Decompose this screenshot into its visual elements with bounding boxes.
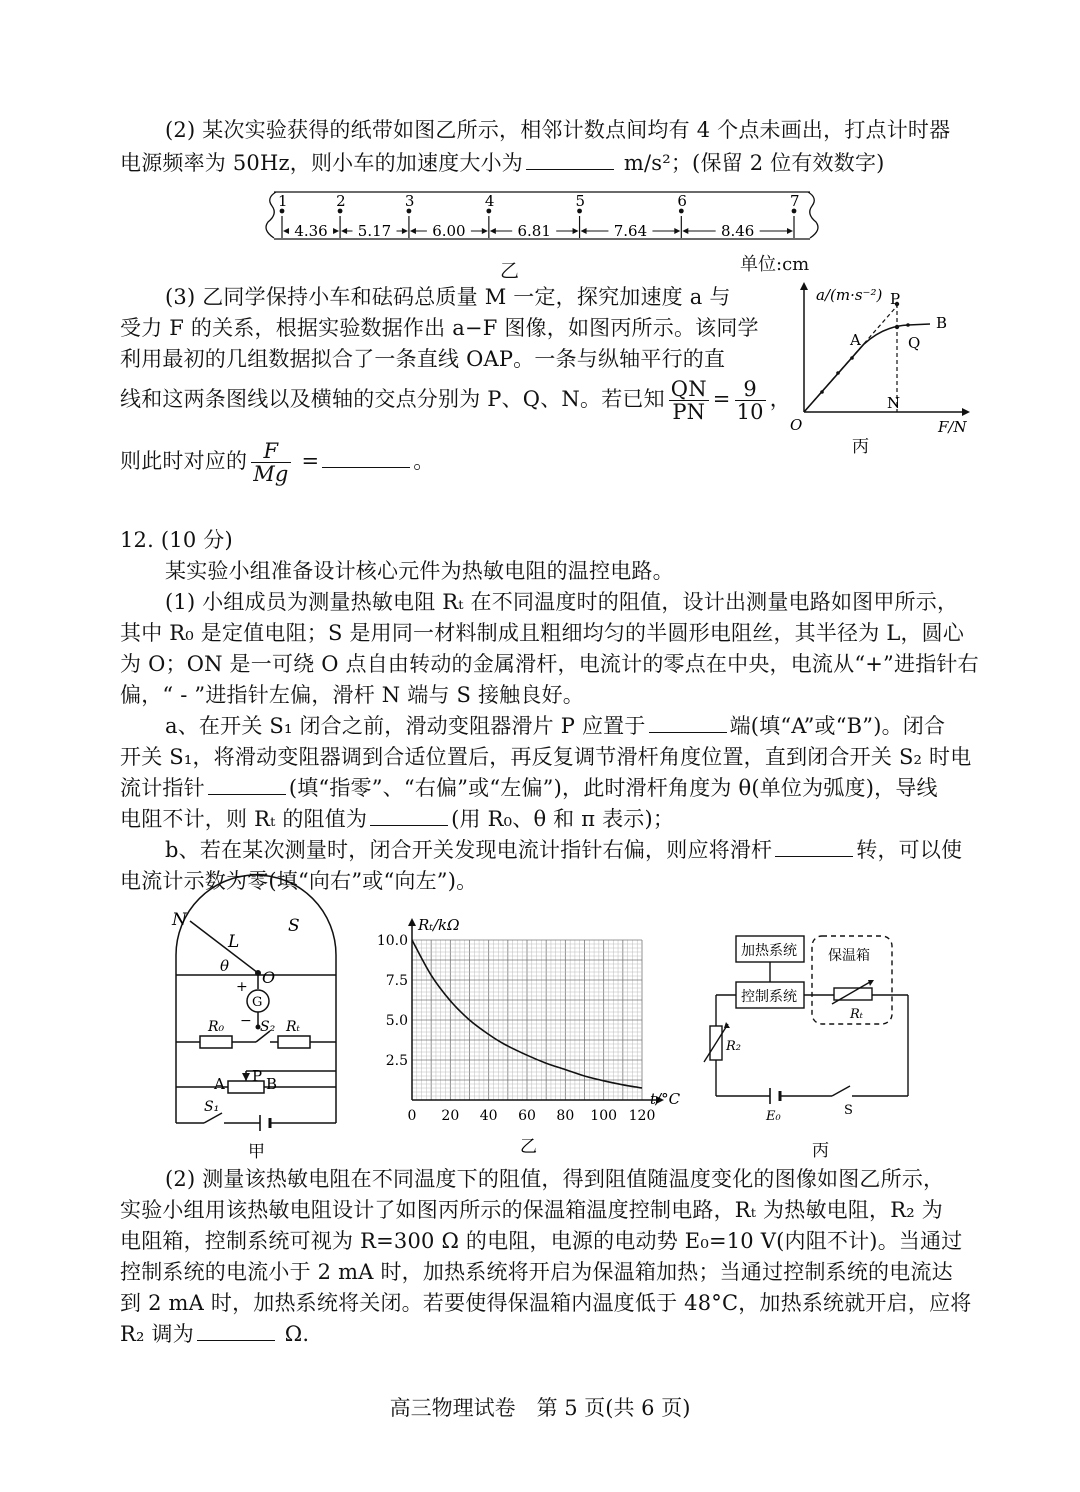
chart-y-tick-label: 10.0 [376, 933, 408, 949]
q12-part1-line3: 为 O；ON 是一可绕 O 点自由转动的金属滑杆，电流计的零点在中央，电流从“+”进指针右 [120, 652, 979, 676]
q11-part3-line2: 受力 F 的关系，根据实验数据作出 a−F 图像，如图丙所示。该同学 [120, 316, 759, 340]
tape-arrow [333, 228, 339, 234]
tape-arrow [283, 228, 289, 234]
label-a: A [850, 331, 861, 349]
tape-arrow [787, 228, 793, 234]
bing-control-label: 控制系统 [741, 989, 797, 1005]
fraction-f-over-mg [251, 440, 290, 485]
q12-part2-line3: 电阻箱，控制系统可视为 R=300 Ω 的电阻，电源的电动势 E₀=10 V(内阻不计)。当通过 [120, 1229, 963, 1253]
tape-distance-label: 6.00 [432, 222, 466, 240]
jia-label-l: L [228, 932, 240, 952]
bing-insulation-label: 保温箱 [828, 948, 870, 964]
tape-point-label: 3 [404, 192, 415, 210]
bing-e0-label: E₀ [766, 1109, 781, 1124]
q12-header: 12. (10 分) [120, 528, 233, 552]
q12-a-line2: 开关 S₁，将滑动变阻器调到合适位置后，再反复调节滑杆角度位置，直到闭合开关 S₂ 时电 [120, 745, 972, 769]
chart-x-tick-label: 80 [556, 1108, 575, 1124]
q11-part3-period: 。 [413, 449, 435, 473]
tape-distance-label: 6.81 [517, 222, 551, 240]
answer-blank-rt-value[interactable] [370, 805, 448, 826]
a-f-ylabel: a/(m·s⁻²) [816, 286, 883, 304]
q12-a-line3 [120, 773, 938, 803]
q11-part2-line1: (2) 某次实验获得的纸带如图乙所示，相邻计数点间均有 4 个点未画出，打点计时器 [165, 118, 951, 142]
q12-part2-text-b: Ω. [284, 1322, 310, 1346]
jia-label-p: P [252, 1067, 263, 1085]
q12-b-text-b: 转，可以使 [856, 838, 963, 862]
chart-y-arrow [408, 918, 416, 926]
chart-y-tick-label: 7.5 [385, 973, 408, 989]
fraction-mg: Mg [253, 462, 289, 486]
q12-a-text-d: (填“指零”、“右偏”或“左偏”)，此时滑杆角度为 θ(单位为弧度)，导线 [288, 776, 938, 800]
tape-arrow [482, 228, 488, 234]
q12-part2-line5: 到 2 mA 时，加热系统将关闭。若要使得保温箱内温度低于 48°C，加热系统就开启，应将 [120, 1291, 972, 1315]
q12-part1-line4: 偏，“ - ”进指针左偏，滑杆 N 端与 S 接触良好。 [120, 683, 584, 707]
fraction-9: 9 [735, 378, 766, 401]
q12-part2-line2: 实验小组用该热敏电阻设计了如图丙所示的保温箱温度控制电路，Rₜ 为热敏电阻，R₂ 为 [120, 1198, 943, 1222]
page-footer: 高三物理试卷 第 5 页(共 6 页) [389, 1396, 691, 1420]
jia-label-minus: − [240, 1013, 252, 1029]
a-f-xlabel: F/N [938, 418, 967, 436]
jia-label-o: O [262, 968, 276, 987]
chart-x-tick-label: 20 [441, 1108, 460, 1124]
q11-part3-text-a: 线和这两条图线以及横轴的交点分别为 P、Q、N。若已知 [120, 387, 665, 411]
q12-part2-text-a: R₂ 调为 [120, 1322, 194, 1346]
tape-distance-label: 5.17 [357, 222, 392, 240]
chart-x-tick-label: 100 [590, 1108, 618, 1124]
a-f-caption: 丙 [852, 437, 869, 457]
bing-s-label: S [844, 1103, 853, 1118]
chart-x-tick-label: 40 [479, 1108, 498, 1124]
chart-caption: 乙 [520, 1137, 537, 1157]
answer-blank-f-over-mg[interactable] [322, 447, 410, 468]
jia-label-g: G [252, 995, 263, 1010]
q12-intro: 某实验小组准备设计核心元件为热敏电阻的温控电路。 [165, 559, 674, 583]
tape-arrow [682, 228, 688, 234]
q12-a-text-a: a、在开关 S₁ 闭合之前，滑动变阻器滑片 P 应置于 [165, 714, 646, 738]
q12-a-line4 [120, 804, 674, 834]
q11-part3-line5: 则此时对应的 $\frac{F}{Mg}$ = 。 [120, 439, 435, 486]
chart-grid [412, 940, 642, 1100]
q12-a-text-c: 流计指针 [120, 776, 205, 800]
jia-label-n: N [172, 910, 187, 930]
chart-x-tick-label: 120 [628, 1108, 656, 1124]
q12-part1-line2: 其中 R₀ 是定值电阻；S 是用同一材料制成且粗细均匀的半圆形电阻丝，其半径为 L，圆心 [120, 621, 965, 645]
chart-x-tick-label: 0 [407, 1108, 417, 1124]
q11-part2-text-a: 电源频率为 50Hz，则小车的加速度大小为 [120, 151, 523, 175]
fraction-qn: QN [670, 377, 707, 401]
jia-label-rt: Rₜ [286, 1019, 300, 1035]
tape-distance-label: 8.46 [720, 222, 755, 240]
jia-label-s2: S₂ [260, 1019, 276, 1035]
chart-x-tick-label: 60 [518, 1108, 536, 1124]
answer-blank-pointer[interactable] [208, 774, 286, 795]
tape-arrow [674, 228, 680, 234]
tape-unit: 单位:cm [740, 254, 810, 275]
fraction-pn: PN [672, 400, 706, 424]
jia-label-b: B [266, 1075, 278, 1093]
tape-point-label: 5 [575, 192, 586, 210]
circuit-bing-figure [700, 930, 920, 1160]
bing-caption: 丙 [812, 1141, 829, 1161]
answer-blank-acceleration[interactable] [526, 149, 614, 170]
chart-y-tick-label: 2.5 [385, 1053, 408, 1069]
answer-blank-r2[interactable] [197, 1320, 275, 1341]
tape-arrow [410, 228, 416, 234]
answer-blank-slider-end[interactable] [649, 712, 727, 733]
jia-label-theta: θ [220, 957, 230, 975]
q12-part2-line1: (2) 测量该热敏电阻在不同温度下的阻值，得到阻值随温度变化的图像如图乙所示， [165, 1167, 945, 1191]
tape-caption: 乙 [500, 260, 520, 282]
tape-point-label: 1 [278, 192, 288, 210]
tape-point-label: 2 [336, 192, 346, 210]
jia-label-r0: R₀ [208, 1019, 225, 1035]
q12-a-line1 [165, 711, 945, 741]
q11-part3-text-c: 则此时对应的 [120, 449, 248, 473]
q12-b-line2: 电流计示数为零(填“向右”或“向左”)。 [120, 869, 478, 893]
tape-arrow [573, 228, 579, 234]
fraction-9-over-10 [735, 378, 766, 423]
a-f-graph [782, 280, 982, 460]
tape-point-label: 6 [677, 192, 687, 210]
q12-part1-line1: (1) 小组成员为测量热敏电阻 Rₜ 在不同温度时的阻值，设计出测量电路如图甲所示， [165, 590, 959, 614]
q11-part3-line1: (3) 乙同学保持小车和砝码总质量 M 一定，探究加速度 a 与 [165, 285, 731, 309]
answer-blank-direction[interactable] [775, 836, 853, 857]
tape-distance-label: 7.64 [613, 222, 648, 240]
jia-label-s: S [288, 916, 300, 936]
bing-rt-label: Rₜ [850, 1007, 863, 1022]
jia-label-s1: S₁ [204, 1099, 220, 1115]
q11-part2-line2 [120, 148, 885, 178]
q12-part2-line6 [120, 1319, 309, 1349]
fraction-10: 10 [736, 400, 764, 424]
tape-arrow [581, 228, 587, 234]
q11-part3-line3: 利用最初的几组数据拟合了一条直线 OAP。一条与纵轴平行的直 [120, 347, 726, 371]
q12-b-line1 [165, 835, 962, 865]
q12-a-text-b: 端(填“A”或“B”)。闭合 [729, 714, 946, 738]
q12-b-text-a: b、若在某次测量时，闭合开关发现电流计指针右偏，则应将滑杆 [165, 838, 773, 862]
bing-heating-label: 加热系统 [741, 943, 797, 959]
a-f-origin: O [790, 416, 803, 434]
fraction-f: F [251, 440, 290, 463]
bing-r2-label: R₂ [726, 1039, 741, 1054]
q12-a-text-e: 电阻不计，则 Rₜ 的阻值为 [120, 807, 368, 831]
chart-ylabel: Rₜ/kΩ [418, 916, 460, 934]
tape-arrow [341, 228, 347, 234]
tape-arrow [402, 228, 408, 234]
label-b: B [936, 314, 948, 332]
label-n: N [887, 394, 901, 412]
paper-tape-figure [262, 186, 822, 278]
fraction-qn-over-pn [669, 378, 709, 423]
rt-temperature-chart [370, 912, 681, 1157]
q12-a-text-f: (用 R₀、θ 和 π 表示)； [451, 807, 675, 831]
tape-point-label: 7 [790, 192, 800, 210]
q12-part2-line4: 控制系统的电流小于 2 mA 时，加热系统将开启为保温箱加热；当通过控制系统的电流达 [120, 1260, 953, 1284]
q11-part3-line4: 线和这两条图线以及横轴的交点分别为 P、Q、N。若已知 $\frac{QN}{PN}$ = $\frac{9}{10}$ ， [120, 377, 791, 424]
jia-label-plus: + [236, 979, 248, 995]
label-p: P [890, 290, 901, 308]
chart-xlabel: t/°C [650, 1090, 681, 1108]
tape-arrow [490, 228, 496, 234]
circuit-jia-figure [160, 905, 360, 1160]
chart-y-tick-label: 5.0 [385, 1013, 408, 1029]
label-q: Q [908, 334, 921, 352]
tape-distance-label: 4.36 [294, 222, 328, 240]
tape-point-label: 4 [484, 192, 495, 210]
jia-label-a: A [214, 1075, 225, 1093]
q11-part2-text-b: m/s²；(保留 2 位有效数字) [623, 151, 885, 175]
jia-caption: 甲 [248, 1142, 265, 1162]
